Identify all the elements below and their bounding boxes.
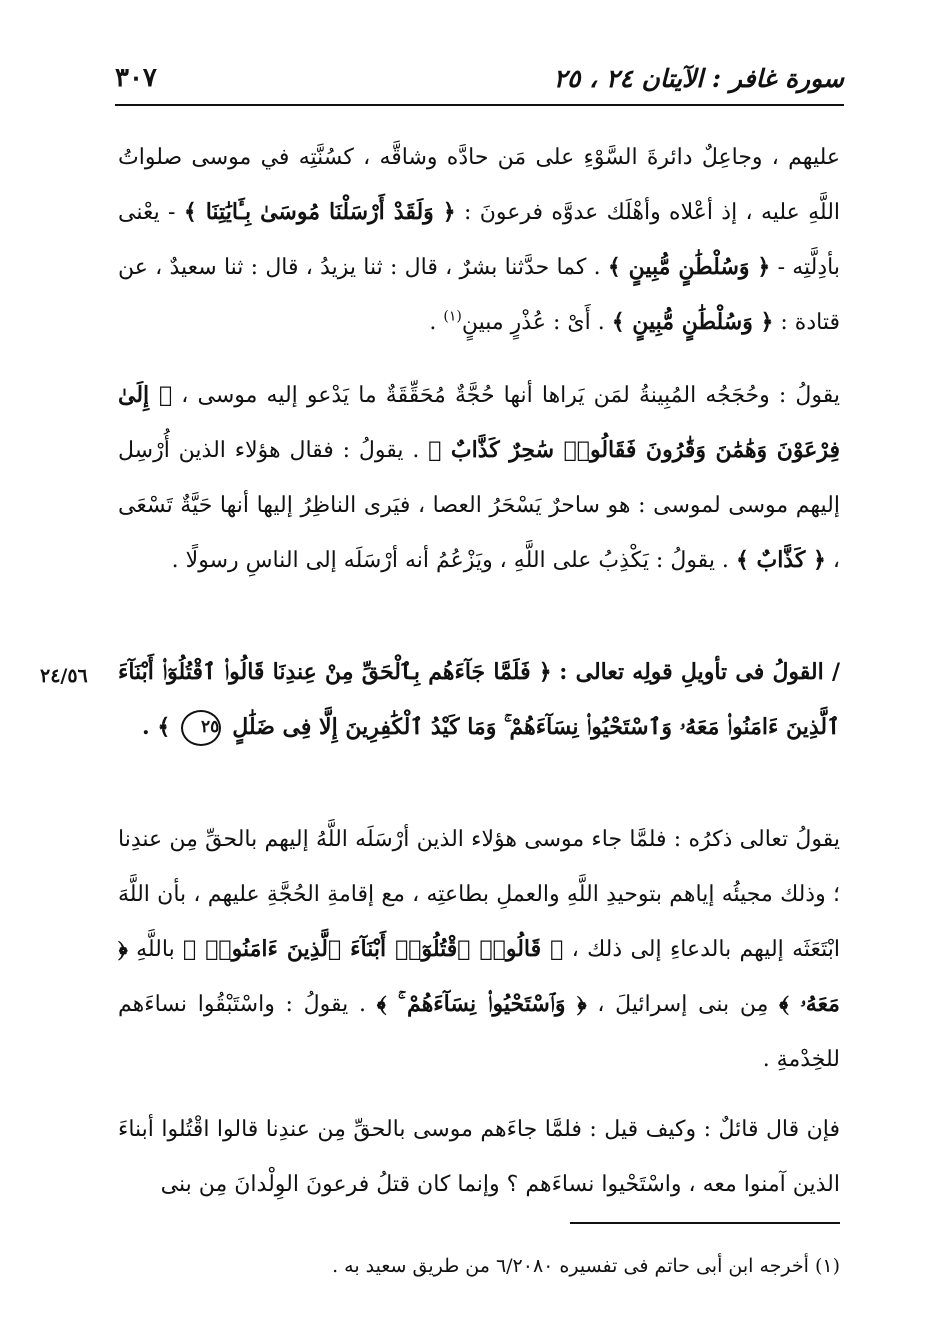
footnote-reference: (١) xyxy=(443,308,462,325)
paragraph-2 xyxy=(118,368,840,588)
quran-quote: ﴿ إِلَىٰ فِرْعَوْنَ وَهَٰمَٰنَ وَقَٰرُونَ فَقَالُوا۟ سَٰحِرٌ كَذَّابٌ ﴾ xyxy=(118,382,840,463)
paragraph-text: - يعْنى بأدِلَّتِه - xyxy=(118,200,841,280)
page-header xyxy=(115,52,844,104)
paragraph-text: . يقولُ : واسْتَبْقُوا نساءَهم للخِدْمةِ . xyxy=(118,992,840,1072)
paragraph-1 xyxy=(118,130,840,350)
paragraph-text: مِن بنى إسرائيلَ ، xyxy=(597,992,769,1017)
page-header-title: سورة غافر : الآيتان ٢٤ ، ٢٥ xyxy=(553,63,844,93)
footnote-divider xyxy=(570,1222,840,1224)
page-number: ٣٠٧ xyxy=(115,63,157,93)
header-divider xyxy=(115,104,844,106)
quran-quote-end: ﴾ . xyxy=(142,714,171,740)
paragraph-text: يقولُ : وحُجَجُه المُبِينةُ لمَن يَراها أنها حُجَّةٌ مُحَقِّقَةٌ ما يَدْعو إليه موسى ، xyxy=(181,383,841,408)
paragraph-3-heading xyxy=(118,645,840,755)
quran-quote: ﴿ قَالُوا۟ ٱقْتُلُوٓا۟ أَبْنَآءَ ٱلَّذِينَ ءَامَنُوا۟ ﴾ xyxy=(183,936,564,962)
quran-quote: ﴿ وَٱسْتَحْيُوا۟ نِسَآءَهُمْ ۚ ﴾ xyxy=(376,991,587,1017)
paragraph-text: فإن قال قائلٌ : وكيف قيل : فلمَّا جاءَهم موسى بالحقِّ مِن عندِنا قالوا اقْتُلوا أبناءَ الذين آمنوا معه ، واسْتَحْيوا نساءَهم ؟ وإنما كان قتلُ فرعونَ الوِلْدانَ مِن بنى xyxy=(118,1117,840,1197)
quran-quote: ﴿ كَذَّابٌ ﴾ xyxy=(735,547,826,573)
paragraph-text: يقولُ تعالى ذكرُه : فلمَّا جاء موسى هؤلاء الذين أرْسَلَه اللَّهُ إليهم بالحقِّ مِن عندِنا ؛ وذلك مجيئُه إياهم بتوحيدِ اللَّهِ والعملِ بطاعتِه ، مع إقامةِ الحُجَّةِ عليهم ، بأن اللَّهَ ابْتَعَثَه إليهم بالدعاءِ إلى ذلك ، xyxy=(118,827,841,962)
quran-quote: ﴿ وَسُلْطَٰنٍ مُّبِينٍ ﴾ xyxy=(607,254,771,280)
paragraph-5 xyxy=(118,1102,840,1212)
paragraph-text: . xyxy=(429,310,437,335)
footnote: (١) أخرجه ابن أبى حاتم فى تفسيره ٦/٢٠٨٠ من طريق سعيد به . xyxy=(332,1255,840,1277)
paragraph-text: . كما حدَّثنا بشرٌ ، قال : ثنا يزيدُ ، قال : ثنا سعيدٌ ، عن قتادة : xyxy=(118,255,840,335)
paragraph-text: . يقولُ : يَكْذِبُ على اللَّهِ ، ويَزْعُمُ أنه أرْسَلَه إلى الناسِ رسولًا . xyxy=(171,548,729,573)
paragraph-text: . يقولُ : فقال هؤلاء الذين أُرْسِل إليهم موسى لموسى : هو ساحرٌ يَسْحَرُ العصا ، فيَرى الناظِرُ إليها أنها حَيَّةٌ تَسْعَى ، xyxy=(118,438,840,573)
section-heading: / القولُ فى تأويلِ قولِه تعالى : xyxy=(559,659,840,685)
quran-quote: ﴿ وَلَقَدْ أَرْسَلْنَا مُوسَىٰ بِـَٔايَٰتِنَا ﴾ xyxy=(183,199,456,225)
paragraph-text: . أَىْ : عُذْرٍ مبينٍ xyxy=(461,310,605,335)
quran-quote: ﴿ فَلَمَّا جَآءَهُم بِٱلْحَقِّ مِنْ عِندِنَا قَالُوا۟ ٱقْتُلُوٓا۟ أَبْنَآءَ ٱلَّذِينَ ءَامَنُوا۟ مَعَهُۥ وَٱسْتَحْيُوا۟ نِسَآءَهُمْ ۚ وَمَا كَيْدُ ٱلْكَٰفِرِينَ إِلَّا فِى ضَلَٰلٍ xyxy=(118,659,840,740)
paragraph-4 xyxy=(118,812,840,1087)
quran-quote: ﴿ مَعَهُۥ ﴾ xyxy=(118,936,840,1017)
paragraph-text: باللَّهِ xyxy=(136,937,175,962)
quran-quote: ﴿ وَسُلْطَٰنٍ مُّبِينٍ ﴾ xyxy=(611,309,774,335)
ayah-number-badge: ٢٥ xyxy=(181,710,221,746)
margin-volume-page-reference: ٢٤/٥٦ xyxy=(40,665,88,687)
paragraph-text: عليهم ، وجاعِلٌ دائرةَ السَّوْءِ على مَن حادَّه وشاقَّه ، كسُنَّتِه في موسى صلواتُ اللَّهِ عليه ، إذ أعْلاه وأهْلَك عدوَّه فرعونَ : xyxy=(118,145,841,225)
